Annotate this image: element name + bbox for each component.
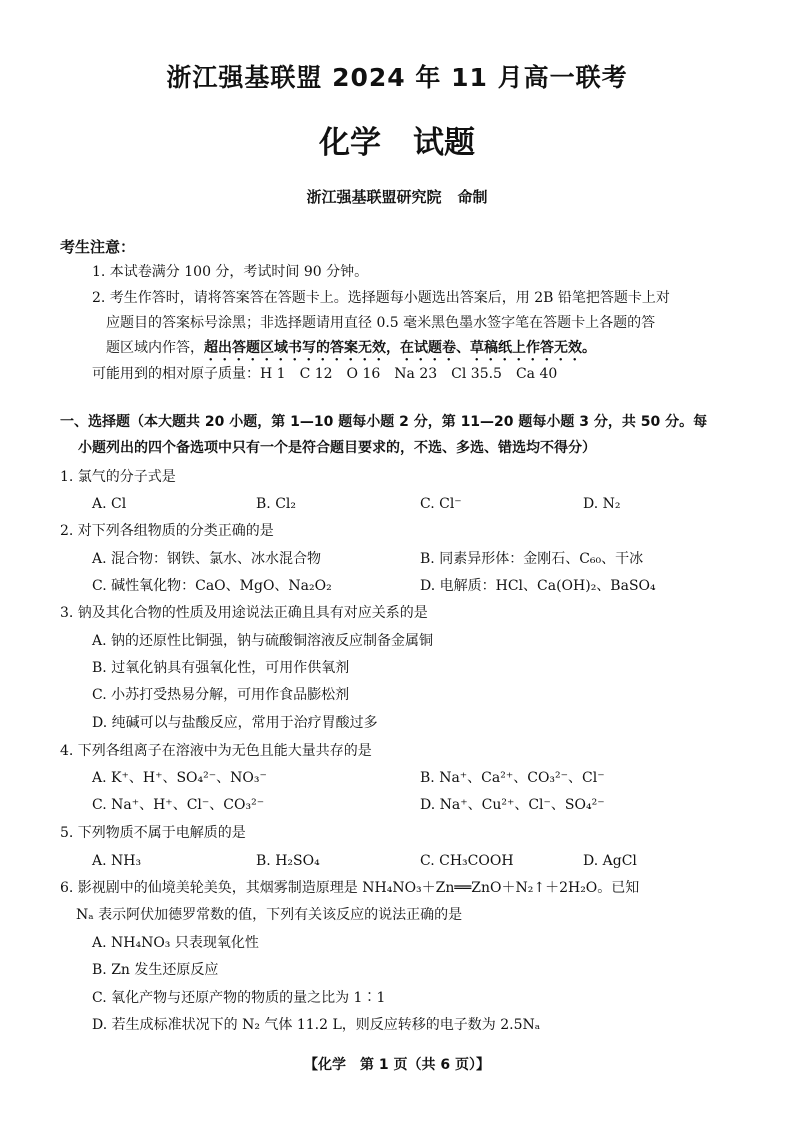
notice-item-2-line-3 bbox=[106, 338, 596, 364]
question-4-option-c: C. Na⁺、H⁺、Cl⁻、CO₃²⁻ bbox=[92, 797, 265, 813]
question-1-option-b: B. Cl₂ bbox=[256, 496, 296, 512]
question-3-option-d: D. 纯碱可以与盐酸反应，常用于治疗胃酸过多 bbox=[92, 715, 378, 731]
question-6-stem-line-2: Nₐ 表示阿伏加德罗常数的值，下列有关该反应的说法正确的是 bbox=[76, 907, 463, 923]
question-4-option-a: A. K⁺、H⁺、SO₄²⁻、NO₃⁻ bbox=[92, 770, 267, 786]
question-1-stem: 1. 氯气的分子式是 bbox=[60, 469, 176, 485]
question-6-option-b: B. Zn 发生还原反应 bbox=[92, 962, 219, 978]
question-2-option-a: A. 混合物：钢铁、氯水、冰水混合物 bbox=[92, 551, 322, 567]
question-6-option-d: D. 若生成标准状况下的 N₂ 气体 11.2 L，则反应转移的电子数为 2.5Nₐ bbox=[92, 1017, 541, 1033]
author-line bbox=[0, 186, 794, 207]
question-5-option-c: C. CH₃COOH bbox=[420, 853, 514, 869]
author-org: 浙江强基联盟研究院 bbox=[306, 188, 442, 206]
question-1-option-c: C. Cl⁻ bbox=[420, 496, 462, 512]
notice-item-2-line-1: 2. 考生作答时，请将答案答在答题卡上。选择题每小题选出答案后，用 2B 铅笔把答题卡上对 bbox=[92, 290, 670, 306]
subject-title bbox=[0, 117, 794, 162]
section-1-heading-line-2: 小题列出的四个备选项中只有一个是符合题目要求的，不选、多选、错选均不得分） bbox=[78, 440, 596, 456]
question-6-option-c: C. 氧化产物与还原产物的物质的量之比为 1∶1 bbox=[92, 990, 386, 1006]
author-made: 命制 bbox=[457, 188, 488, 206]
question-3-option-c: C. 小苏打受热易分解，可用作食品膨松剂 bbox=[92, 687, 350, 703]
question-5-stem: 5. 下列物质不属于电解质的是 bbox=[60, 825, 246, 841]
question-3-option-b: B. 过氧化钠具有强氧化性，可用作供氧剂 bbox=[92, 660, 350, 676]
atomic-masses: 可能用到的相对原子质量：H 1 C 12 O 16 Na 23 Cl 35.5 Ca 40 bbox=[92, 366, 558, 382]
question-2-option-c: C. 碱性氧化物：CaO、MgO、Na₂O₂ bbox=[92, 578, 332, 594]
page-footer: 【化学 第 1 页（共 6 页）】 bbox=[304, 1057, 490, 1073]
notice-heading: 考生注意： bbox=[60, 238, 136, 256]
notice-warning: 超出答题区域书写的答案无效，在试题卷、草稿纸上作答无效。 bbox=[204, 340, 596, 356]
question-2-option-b: B. 同素异形体：金刚石、C₆₀、干冰 bbox=[420, 551, 644, 567]
question-2-option-d: D. 电解质：HCl、Ca(OH)₂、BaSO₄ bbox=[420, 578, 656, 594]
subject-subtitle: 试题 bbox=[413, 125, 475, 161]
question-6-option-a: A. NH₄NO₃ 只表现氧化性 bbox=[92, 935, 259, 951]
question-2-stem: 2. 对下列各组物质的分类正确的是 bbox=[60, 523, 274, 539]
question-6-stem-line-1: 6. 影视剧中的仙境美轮美奂，其烟雾制造原理是 NH₄NO₃＋Zn══ZnO＋N₂↑＋2H₂O。已知 bbox=[60, 880, 640, 896]
question-3-stem: 3. 钠及其化合物的性质及用途说法正确且具有对应关系的是 bbox=[60, 605, 428, 621]
question-1-option-a: A. Cl bbox=[92, 496, 127, 512]
section-1-heading-line-1: 一、选择题（本大题共 20 小题，第 1—10 题每小题 2 分，第 11—20 题每小题 3 分，共 50 分。每 bbox=[60, 414, 708, 430]
question-4-stem: 4. 下列各组离子在溶液中为无色且能大量共存的是 bbox=[60, 743, 372, 759]
question-4-option-b: B. Na⁺、Ca²⁺、CO₃²⁻、Cl⁻ bbox=[420, 770, 605, 786]
subject-name: 化学 bbox=[319, 125, 381, 161]
exam-title: 浙江强基联盟 2024 年 11 月高一联考 bbox=[166, 63, 628, 92]
notice-item-2-line-3-plain: 题区域内作答， bbox=[106, 340, 204, 356]
notice-item-1: 1. 本试卷满分 100 分，考试时间 90 分钟。 bbox=[92, 264, 369, 280]
question-5-option-a: A. NH₃ bbox=[92, 853, 142, 869]
question-5-option-b: B. H₂SO₄ bbox=[256, 853, 320, 869]
question-5-option-d: D. AgCl bbox=[583, 853, 637, 869]
question-4-option-d: D. Na⁺、Cu²⁺、Cl⁻、SO₄²⁻ bbox=[420, 797, 605, 813]
notice-item-2-line-2: 应题目的答案标号涂黑；非选择题请用直径 0.5 毫米黑色墨水签字笔在答题卡上各题的答 bbox=[106, 315, 656, 331]
section-1-heading bbox=[60, 409, 740, 461]
question-1-option-d: D. N₂ bbox=[583, 496, 621, 512]
question-3-option-a: A. 钠的还原性比铜强，钠与硫酸铜溶液反应制备金属铜 bbox=[92, 633, 434, 649]
